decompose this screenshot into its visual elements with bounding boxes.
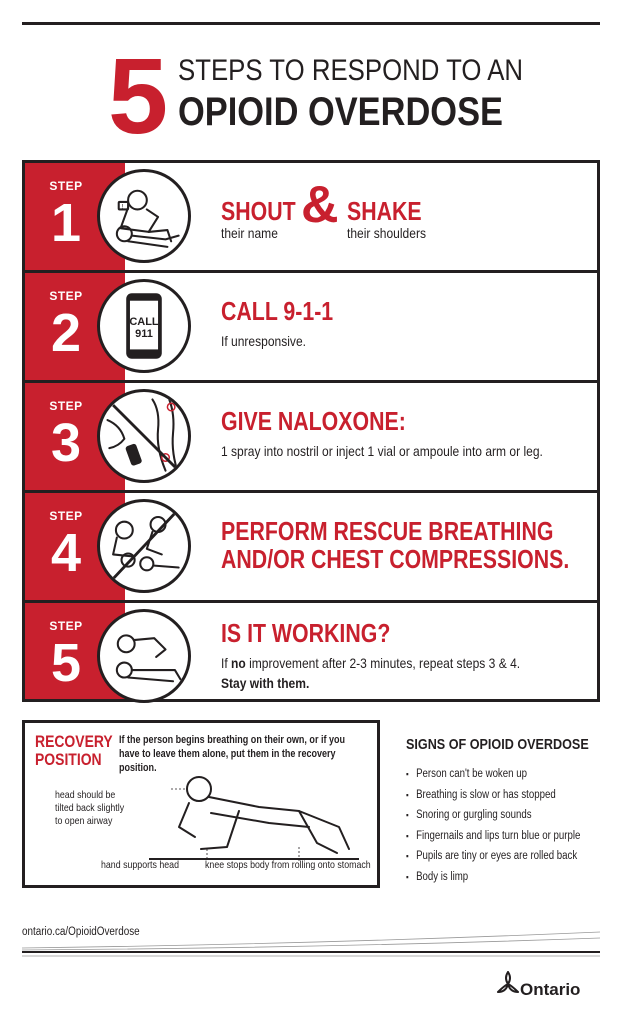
- note-knee: knee stops body from rolling onto stomach: [205, 859, 371, 871]
- phone-text-call: CALL: [129, 316, 159, 328]
- step-label: STEP: [49, 179, 83, 193]
- step-number: 5: [50, 633, 82, 693]
- rescue-breathing-icon: [97, 499, 191, 593]
- step1-shake: SHAKE: [347, 196, 422, 226]
- top-rule: [22, 22, 600, 25]
- step4-line1: PERFORM RESCUE BREATHING: [221, 516, 554, 546]
- step-label: STEP: [49, 619, 83, 633]
- steps-panel: [22, 160, 600, 702]
- step5-sub: If no improvement after 2-3 minutes, repeat steps 3 & 4.: [221, 655, 521, 671]
- step-number: 2: [50, 303, 82, 363]
- shout-shake-icon: [97, 169, 191, 263]
- step-4: [25, 493, 597, 600]
- footer-lines: [22, 930, 600, 960]
- signs-title: SIGNS OF OPIOID OVERDOSE: [406, 736, 589, 753]
- step5-title: IS IT WORKING?: [221, 618, 391, 648]
- step4-line2: AND/OR CHEST COMPRESSIONS.: [221, 544, 570, 574]
- trillium-icon: [496, 970, 520, 1000]
- list-item: ▪ Fingernails and lips turn blue or purple: [406, 826, 574, 847]
- step-number: 4: [50, 523, 82, 583]
- step3-sub: 1 spray into nostril or inject 1 vial or ampoule into arm or leg.: [221, 443, 543, 459]
- list-item: ▪ Breathing is slow or has stopped: [406, 785, 574, 806]
- header-number: 5: [108, 35, 165, 156]
- note-hand: hand supports head: [101, 859, 179, 871]
- step-5: [25, 603, 597, 710]
- recovery-position-box: [22, 720, 380, 888]
- step-label: STEP: [49, 399, 83, 413]
- signs-list: [406, 764, 606, 887]
- step5-stay: Stay with them.: [221, 675, 310, 691]
- step-1: [25, 163, 597, 270]
- list-item: ▪ Body is limp: [406, 867, 574, 888]
- phone-text-911: 911: [135, 328, 153, 340]
- list-item: ▪ Person can't be woken up: [406, 764, 574, 785]
- svg-text:!: !: [121, 203, 124, 211]
- step-2: [25, 273, 597, 380]
- step-number: 3: [50, 413, 82, 473]
- step1-sub-name: their name: [221, 225, 278, 241]
- signs-panel: [406, 736, 606, 887]
- step-label: STEP: [49, 289, 83, 303]
- step2-sub: If unresponsive.: [221, 333, 307, 349]
- step1-sub-shoulders: their shoulders: [347, 225, 426, 241]
- step1-ampersand: &: [301, 176, 339, 234]
- check-person-icon: [97, 609, 191, 703]
- step2-title: CALL 9-1-1: [221, 296, 334, 326]
- ontario-logo: [496, 966, 596, 1006]
- recovery-title: RECOVERY POSITION: [35, 732, 113, 769]
- step3-title: GIVE NALOXONE:: [221, 406, 406, 436]
- ontario-logo-text: Ontario: [520, 980, 581, 999]
- list-item: ▪ Snoring or gurgling sounds: [406, 805, 574, 826]
- list-item: ▪ Pupils are tiny or eyes are rolled back: [406, 846, 574, 867]
- page-header: [0, 35, 622, 156]
- recovery-position-illustration: [149, 767, 359, 863]
- note-head-tilt: head should be tilted back slightly to open airway: [55, 789, 125, 827]
- header-title-line2: OPIOID OVERDOSE: [178, 90, 503, 134]
- footer-url-link[interactable]: ontario.ca/OpioidOverdose: [22, 926, 140, 938]
- step-number: 1: [50, 193, 82, 253]
- phone-icon: [97, 279, 191, 373]
- recovery-description: If the person begins breathing on their own, or if you have to leave them alone, put them in the recovery position.: [119, 734, 346, 774]
- step-3: [25, 383, 597, 490]
- header-title-line1: STEPS TO RESPOND TO AN: [178, 54, 524, 87]
- naloxone-icon: [97, 389, 191, 483]
- step-label: STEP: [49, 509, 83, 523]
- step1-shout: SHOUT: [221, 196, 296, 226]
